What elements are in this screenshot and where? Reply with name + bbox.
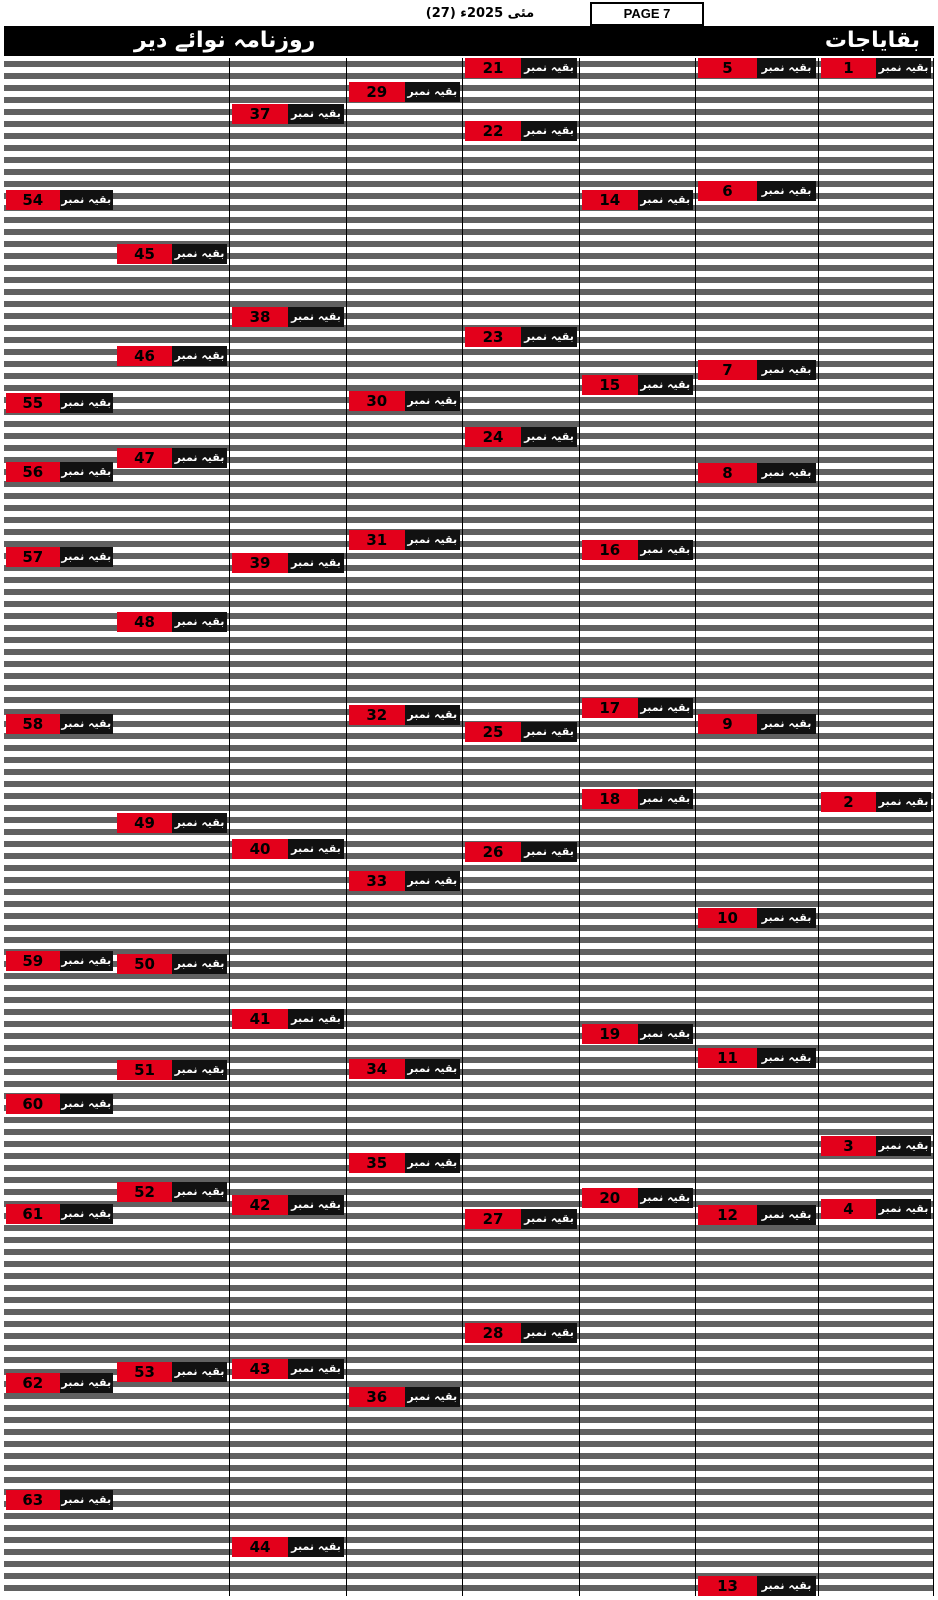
continuation-label: بقیہ نمبر — [405, 1387, 461, 1407]
continuation-label: بقیہ نمبر — [757, 58, 816, 78]
continuation-header — [6, 714, 113, 734]
continuation-number: 17 — [582, 698, 638, 718]
continuation-header — [698, 181, 816, 201]
continuation-label: بقیہ نمبر — [757, 360, 816, 380]
continuation-header — [698, 463, 816, 483]
continuation-header — [582, 540, 693, 560]
dateline: (27) مئی 2025ء — [425, 6, 535, 21]
continuation-label: بقیہ نمبر — [757, 181, 816, 201]
continuation-number: 57 — [6, 547, 60, 567]
continuation-header — [117, 448, 227, 468]
continuation-header — [117, 612, 227, 632]
continuation-header — [232, 1537, 344, 1557]
continuation-header — [349, 530, 460, 550]
continuation-number: 44 — [232, 1537, 288, 1557]
continuation-number: 6 — [698, 181, 757, 201]
continuation-header — [117, 813, 227, 833]
continuation-header — [465, 842, 577, 862]
continuation-label: بقیہ نمبر — [638, 375, 694, 395]
continuation-label: بقیہ نمبر — [172, 448, 227, 468]
continuation-label: بقیہ نمبر — [521, 842, 577, 862]
continuation-label: بقیہ نمبر — [60, 1204, 114, 1224]
continuation-label: بقیہ نمبر — [405, 871, 461, 891]
continuation-number: 8 — [698, 463, 757, 483]
continuation-label: بقیہ نمبر — [60, 1094, 114, 1114]
continuation-number: 45 — [117, 244, 172, 264]
continuation-label: بقیہ نمبر — [876, 1136, 931, 1156]
continuation-number: 52 — [117, 1182, 172, 1202]
continuation-number: 56 — [6, 462, 60, 482]
continuation-number: 23 — [465, 327, 521, 347]
continuation-number: 33 — [349, 871, 405, 891]
continuation-number: 48 — [117, 612, 172, 632]
news-column-7 — [115, 58, 230, 1596]
continuation-number: 1 — [821, 58, 876, 78]
continuation-header — [465, 1209, 577, 1229]
continuation-header — [232, 1009, 344, 1029]
continuation-number: 51 — [117, 1060, 172, 1080]
continuation-label: بقیہ نمبر — [60, 190, 114, 210]
continuation-header — [6, 547, 113, 567]
continuation-header — [582, 698, 693, 718]
continuation-label: بقیہ نمبر — [60, 951, 114, 971]
continuation-header — [582, 1188, 693, 1208]
continuation-number: 10 — [698, 908, 757, 928]
page-number-box: PAGE 7 — [590, 2, 704, 26]
continuation-number: 20 — [582, 1188, 638, 1208]
continuation-header — [232, 839, 344, 859]
continuation-header — [6, 1094, 113, 1114]
continuation-number: 42 — [232, 1195, 288, 1215]
continuation-label: بقیہ نمبر — [405, 705, 461, 725]
continuation-header — [6, 462, 113, 482]
section-title: بقایاجات — [824, 28, 920, 53]
continuation-number: 61 — [6, 1204, 60, 1224]
news-column-2 — [696, 58, 819, 1596]
continuation-label: بقیہ نمبر — [172, 1060, 227, 1080]
continuation-label: بقیہ نمبر — [405, 530, 461, 550]
continuation-label: بقیہ نمبر — [60, 462, 114, 482]
continuation-header — [6, 951, 113, 971]
continuation-label: بقیہ نمبر — [521, 1323, 577, 1343]
continuation-header — [465, 58, 577, 78]
continuation-number: 58 — [6, 714, 60, 734]
continuation-number: 40 — [232, 839, 288, 859]
continuation-label: بقیہ نمبر — [60, 1373, 114, 1393]
continuation-label: بقیہ نمبر — [521, 327, 577, 347]
continuation-label: بقیہ نمبر — [521, 722, 577, 742]
continuation-number: 55 — [6, 393, 60, 413]
continuation-label: بقیہ نمبر — [172, 346, 227, 366]
continuation-header — [698, 58, 816, 78]
continuation-header — [117, 1060, 227, 1080]
news-column-4 — [463, 58, 580, 1596]
continuation-label: بقیہ نمبر — [405, 1153, 461, 1173]
continuation-label: بقیہ نمبر — [757, 1048, 816, 1068]
continuation-number: 7 — [698, 360, 757, 380]
continuation-label: بقیہ نمبر — [405, 82, 461, 102]
continuation-header — [349, 871, 460, 891]
continuation-label: بقیہ نمبر — [172, 813, 227, 833]
continuation-header — [582, 1024, 693, 1044]
continuation-label: بقیہ نمبر — [638, 190, 694, 210]
continuation-header — [349, 1387, 460, 1407]
continuation-number: 36 — [349, 1387, 405, 1407]
continuation-label: بقیہ نمبر — [757, 1576, 816, 1596]
continuation-label: بقیہ نمبر — [60, 1490, 114, 1510]
continuation-header — [232, 1195, 344, 1215]
continuation-number: 13 — [698, 1576, 757, 1596]
continuation-label: بقیہ نمبر — [405, 1059, 461, 1079]
continuation-number: 59 — [6, 951, 60, 971]
continuation-label: بقیہ نمبر — [288, 1009, 344, 1029]
continuation-header — [582, 375, 693, 395]
continuation-number: 30 — [349, 391, 405, 411]
continuation-header — [582, 190, 693, 210]
continuation-number: 41 — [232, 1009, 288, 1029]
continuation-header — [6, 393, 113, 413]
continuation-label: بقیہ نمبر — [288, 307, 344, 327]
continuation-number: 19 — [582, 1024, 638, 1044]
continuation-header — [582, 789, 693, 809]
continuation-header — [698, 1576, 816, 1596]
continuation-number: 2 — [821, 792, 876, 812]
newspaper-name: روزنامہ نوائے دیر — [134, 28, 316, 53]
continuation-number: 3 — [821, 1136, 876, 1156]
continuation-header — [349, 391, 460, 411]
continuation-number: 39 — [232, 553, 288, 573]
continuation-label: بقیہ نمبر — [172, 1362, 227, 1382]
continuation-number: 25 — [465, 722, 521, 742]
continuation-number: 60 — [6, 1094, 60, 1114]
continuation-label: بقیہ نمبر — [288, 1195, 344, 1215]
continuation-number: 34 — [349, 1059, 405, 1079]
continuation-number: 27 — [465, 1209, 521, 1229]
continuation-label: بقیہ نمبر — [288, 104, 344, 124]
continuation-number: 47 — [117, 448, 172, 468]
continuation-number: 35 — [349, 1153, 405, 1173]
continuation-header — [698, 1205, 816, 1225]
continuation-number: 16 — [582, 540, 638, 560]
continuation-label: بقیہ نمبر — [757, 714, 816, 734]
continuation-header — [698, 908, 816, 928]
continuation-label: بقیہ نمبر — [60, 714, 114, 734]
continuation-header — [349, 705, 460, 725]
continuation-number: 53 — [117, 1362, 172, 1382]
continuation-label: بقیہ نمبر — [521, 427, 577, 447]
continuation-label: بقیہ نمبر — [876, 1199, 931, 1219]
continuation-label: بقیہ نمبر — [638, 1024, 694, 1044]
continuation-header — [698, 714, 816, 734]
continuation-number: 15 — [582, 375, 638, 395]
continuation-number: 9 — [698, 714, 757, 734]
continuation-label: بقیہ نمبر — [288, 839, 344, 859]
masthead-bar — [4, 26, 934, 56]
continuation-header — [117, 954, 227, 974]
continuation-header — [465, 427, 577, 447]
continuation-label: بقیہ نمبر — [60, 547, 114, 567]
continuation-label: بقیہ نمبر — [172, 244, 227, 264]
continuation-label: بقیہ نمبر — [638, 1188, 694, 1208]
continuation-label: بقیہ نمبر — [521, 1209, 577, 1229]
news-column-1 — [819, 58, 934, 1596]
continuation-number: 50 — [117, 954, 172, 974]
continuation-number: 11 — [698, 1048, 757, 1068]
continuation-number: 28 — [465, 1323, 521, 1343]
continuation-header — [117, 346, 227, 366]
continuation-number: 26 — [465, 842, 521, 862]
continuation-header — [465, 121, 577, 141]
continuation-number: 22 — [465, 121, 521, 141]
continuation-header — [117, 1362, 227, 1382]
continuation-number: 18 — [582, 789, 638, 809]
continuation-number: 24 — [465, 427, 521, 447]
continuation-number: 12 — [698, 1205, 757, 1225]
continuation-header — [821, 1136, 931, 1156]
continuation-header — [117, 1182, 227, 1202]
continuation-number: 62 — [6, 1373, 60, 1393]
continuation-number: 29 — [349, 82, 405, 102]
continuation-header — [6, 1204, 113, 1224]
continuation-header — [349, 82, 460, 102]
continuation-header — [232, 307, 344, 327]
continuation-number: 14 — [582, 190, 638, 210]
continuation-label: بقیہ نمبر — [521, 58, 577, 78]
continuation-label: بقیہ نمبر — [757, 463, 816, 483]
continuation-header — [349, 1153, 460, 1173]
continuation-number: 49 — [117, 813, 172, 833]
continuation-label: بقیہ نمبر — [876, 792, 931, 812]
continuation-label: بقیہ نمبر — [172, 1182, 227, 1202]
continuation-number: 32 — [349, 705, 405, 725]
continuation-header — [465, 1323, 577, 1343]
continuation-number: 38 — [232, 307, 288, 327]
continuation-header — [465, 327, 577, 347]
continuation-label: بقیہ نمبر — [172, 954, 227, 974]
continuation-header — [232, 553, 344, 573]
continuation-label: بقیہ نمبر — [405, 391, 461, 411]
continuation-number: 37 — [232, 104, 288, 124]
continuation-header — [698, 360, 816, 380]
continuation-header — [6, 1490, 113, 1510]
continuation-number: 21 — [465, 58, 521, 78]
continuation-number: 63 — [6, 1490, 60, 1510]
news-column-3 — [580, 58, 696, 1596]
continuation-label: بقیہ نمبر — [757, 908, 816, 928]
continuation-number: 43 — [232, 1359, 288, 1379]
continuation-label: بقیہ نمبر — [638, 789, 694, 809]
continuation-header — [349, 1059, 460, 1079]
continuation-label: بقیہ نمبر — [288, 1359, 344, 1379]
continuation-header — [6, 190, 113, 210]
continuation-header — [821, 792, 931, 812]
news-column-8 — [4, 58, 115, 1596]
continuation-label: بقیہ نمبر — [288, 1537, 344, 1557]
continuation-header — [117, 244, 227, 264]
continuation-label: بقیہ نمبر — [172, 612, 227, 632]
continuation-header — [821, 58, 931, 78]
continuation-label: بقیہ نمبر — [757, 1205, 816, 1225]
continuation-number: 5 — [698, 58, 757, 78]
continuation-label: بقیہ نمبر — [638, 698, 694, 718]
continuation-number: 31 — [349, 530, 405, 550]
continuation-header — [232, 104, 344, 124]
continuation-label: بقیہ نمبر — [876, 58, 931, 78]
continuation-header — [465, 722, 577, 742]
news-column-5 — [347, 58, 463, 1596]
continuation-header — [698, 1048, 816, 1068]
continuation-number: 54 — [6, 190, 60, 210]
continuation-number: 46 — [117, 346, 172, 366]
news-column-6 — [230, 58, 347, 1596]
continuation-label: بقیہ نمبر — [60, 393, 114, 413]
continuation-header — [232, 1359, 344, 1379]
continuation-header — [821, 1199, 931, 1219]
continuation-header — [6, 1373, 113, 1393]
continuation-label: بقیہ نمبر — [288, 553, 344, 573]
continuation-label: بقیہ نمبر — [638, 540, 694, 560]
continuation-number: 4 — [821, 1199, 876, 1219]
continuation-label: بقیہ نمبر — [521, 121, 577, 141]
